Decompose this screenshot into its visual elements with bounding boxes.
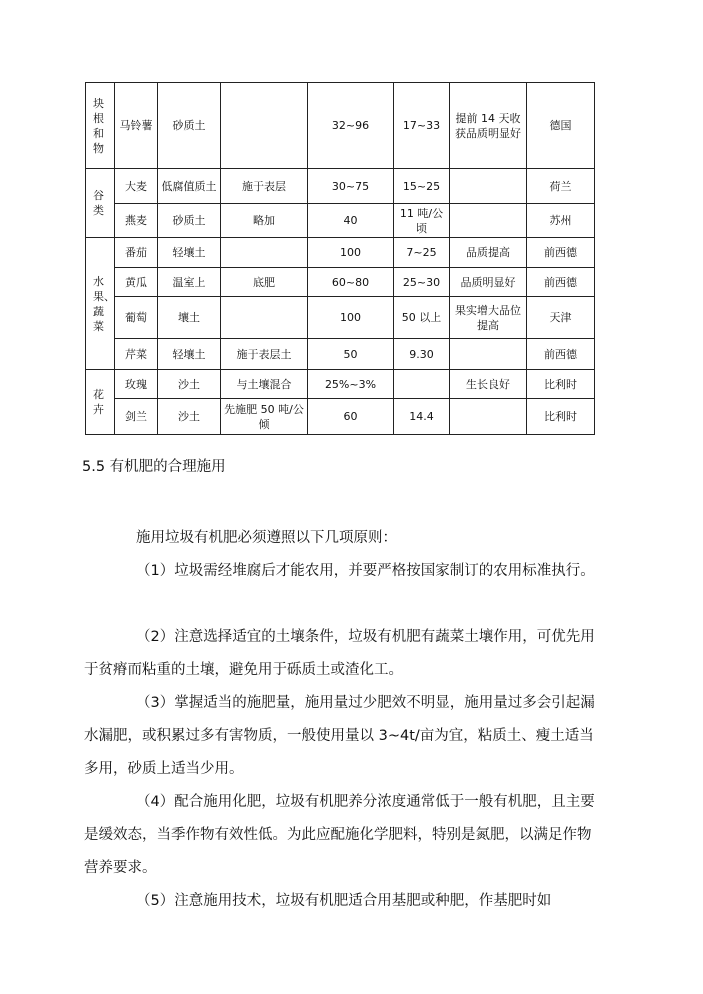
effect-cell	[450, 399, 527, 435]
effect-cell	[450, 204, 527, 238]
yield-cell: 9.30	[394, 339, 450, 370]
soil-cell: 沙土	[158, 370, 221, 399]
location-cell: 德国	[527, 83, 595, 169]
effect-cell: 品质明显好	[450, 268, 527, 297]
principle-paragraph: （2）注意选择适宜的土壤条件，垃圾有机肥有蔬菜土壤作用，可优先用于贫瘠而粘重的土壤，避免用于砾质土或渣化工。	[84, 629, 595, 678]
method-cell	[221, 238, 308, 268]
table-row	[86, 204, 595, 238]
yield-cell: 15~25	[394, 169, 450, 204]
crop-cell: 芹菜	[115, 339, 158, 370]
amount-cell: 60~80	[308, 268, 394, 297]
effect-cell: 提前 14 天收获品质明显好	[450, 83, 527, 169]
crop-cell: 葡萄	[115, 297, 158, 339]
location-cell: 荷兰	[527, 169, 595, 204]
amount-cell: 100	[308, 297, 394, 339]
category-cell: 水果、蔬菜	[86, 238, 115, 370]
amount-cell: 100	[308, 238, 394, 268]
method-cell: 略加	[221, 204, 308, 238]
amount-cell: 50	[308, 339, 394, 370]
crop-cell: 玫瑰	[115, 370, 158, 399]
location-cell: 苏州	[527, 204, 595, 238]
yield-cell: 17~33	[394, 83, 450, 169]
soil-cell: 轻壤土	[158, 339, 221, 370]
method-cell	[221, 297, 308, 339]
category-cell: 块根和物	[86, 83, 115, 169]
soil-cell: 砂质土	[158, 83, 221, 169]
effect-cell: 品质提高	[450, 238, 527, 268]
table-row	[86, 238, 595, 268]
method-cell: 先施肥 50 吨/公倾	[221, 399, 308, 435]
soil-cell: 沙土	[158, 399, 221, 435]
location-cell: 前西德	[527, 238, 595, 268]
table-row	[86, 169, 595, 204]
location-cell: 前西德	[527, 268, 595, 297]
location-cell: 比利时	[527, 370, 595, 399]
table-row	[86, 297, 595, 339]
amount-cell: 32~96	[308, 83, 394, 169]
section-heading: 5.5 有机肥的合理施用	[82, 459, 226, 475]
location-cell: 前西德	[527, 339, 595, 370]
method-cell: 施于表层	[221, 169, 308, 204]
crop-cell: 剑兰	[115, 399, 158, 435]
principle-paragraph: （5）注意施用技术，垃圾有机肥适合用基肥或种肥，作基肥时如	[136, 893, 552, 909]
soil-cell: 低腐值质土	[158, 169, 221, 204]
category-cell: 谷类	[86, 169, 115, 238]
crop-cell: 番茄	[115, 238, 158, 268]
amount-cell: 25%~3%	[308, 370, 394, 399]
table-row	[86, 370, 595, 399]
crop-cell: 马铃薯	[115, 83, 158, 169]
location-cell: 天津	[527, 297, 595, 339]
effect-cell: 果实增大品位提高	[450, 297, 527, 339]
effect-cell: 生长良好	[450, 370, 527, 399]
soil-cell: 轻壤土	[158, 238, 221, 268]
soil-cell: 温室上	[158, 268, 221, 297]
amount-cell: 30~75	[308, 169, 394, 204]
principle-paragraph: （1）垃圾需经堆腐后才能农用，并要严格按国家制订的农用标准执行。	[136, 563, 595, 579]
yield-cell	[394, 370, 450, 399]
method-cell: 底肥	[221, 268, 308, 297]
method-cell	[221, 83, 308, 169]
effect-cell	[450, 169, 527, 204]
method-cell: 施于表层土	[221, 339, 308, 370]
effect-cell	[450, 339, 527, 370]
crop-cell: 燕麦	[115, 204, 158, 238]
fertilizer-application-table	[85, 82, 595, 435]
principle-paragraph: （3）掌握适当的施肥量，施用量过少肥效不明显，施用量过多会引起漏水漏肥，或积累过多有害物质，一般使用量以 3~4t/亩为宜，粘质土、瘦土适当多用，砂质上适当少用。	[84, 695, 595, 777]
yield-cell: 7~25	[394, 238, 450, 268]
crop-cell: 大麦	[115, 169, 158, 204]
yield-cell: 50 以上	[394, 297, 450, 339]
crop-cell: 黄瓜	[115, 268, 158, 297]
table-row	[86, 268, 595, 297]
location-cell: 比利时	[527, 399, 595, 435]
amount-cell: 60	[308, 399, 394, 435]
table-row	[86, 399, 595, 435]
table-row	[86, 83, 595, 169]
method-cell: 与土壤混合	[221, 370, 308, 399]
principle-paragraph: （4）配合施用化肥，垃圾有机肥养分浓度通常低于一般有机肥，且主要是缓效态，当季作物有效性低。为此应配施化学肥料，特别是氮肥，以满足作物营养要求。	[84, 794, 595, 876]
intro-paragraph: 施用垃圾有机肥必须遵照以下几项原则：	[136, 530, 397, 546]
yield-cell: 11 吨/公顷	[394, 204, 450, 238]
yield-cell: 14.4	[394, 399, 450, 435]
yield-cell: 25~30	[394, 268, 450, 297]
soil-cell: 壤土	[158, 297, 221, 339]
soil-cell: 砂质土	[158, 204, 221, 238]
table-row	[86, 339, 595, 370]
amount-cell: 40	[308, 204, 394, 238]
category-cell: 花卉	[86, 370, 115, 435]
